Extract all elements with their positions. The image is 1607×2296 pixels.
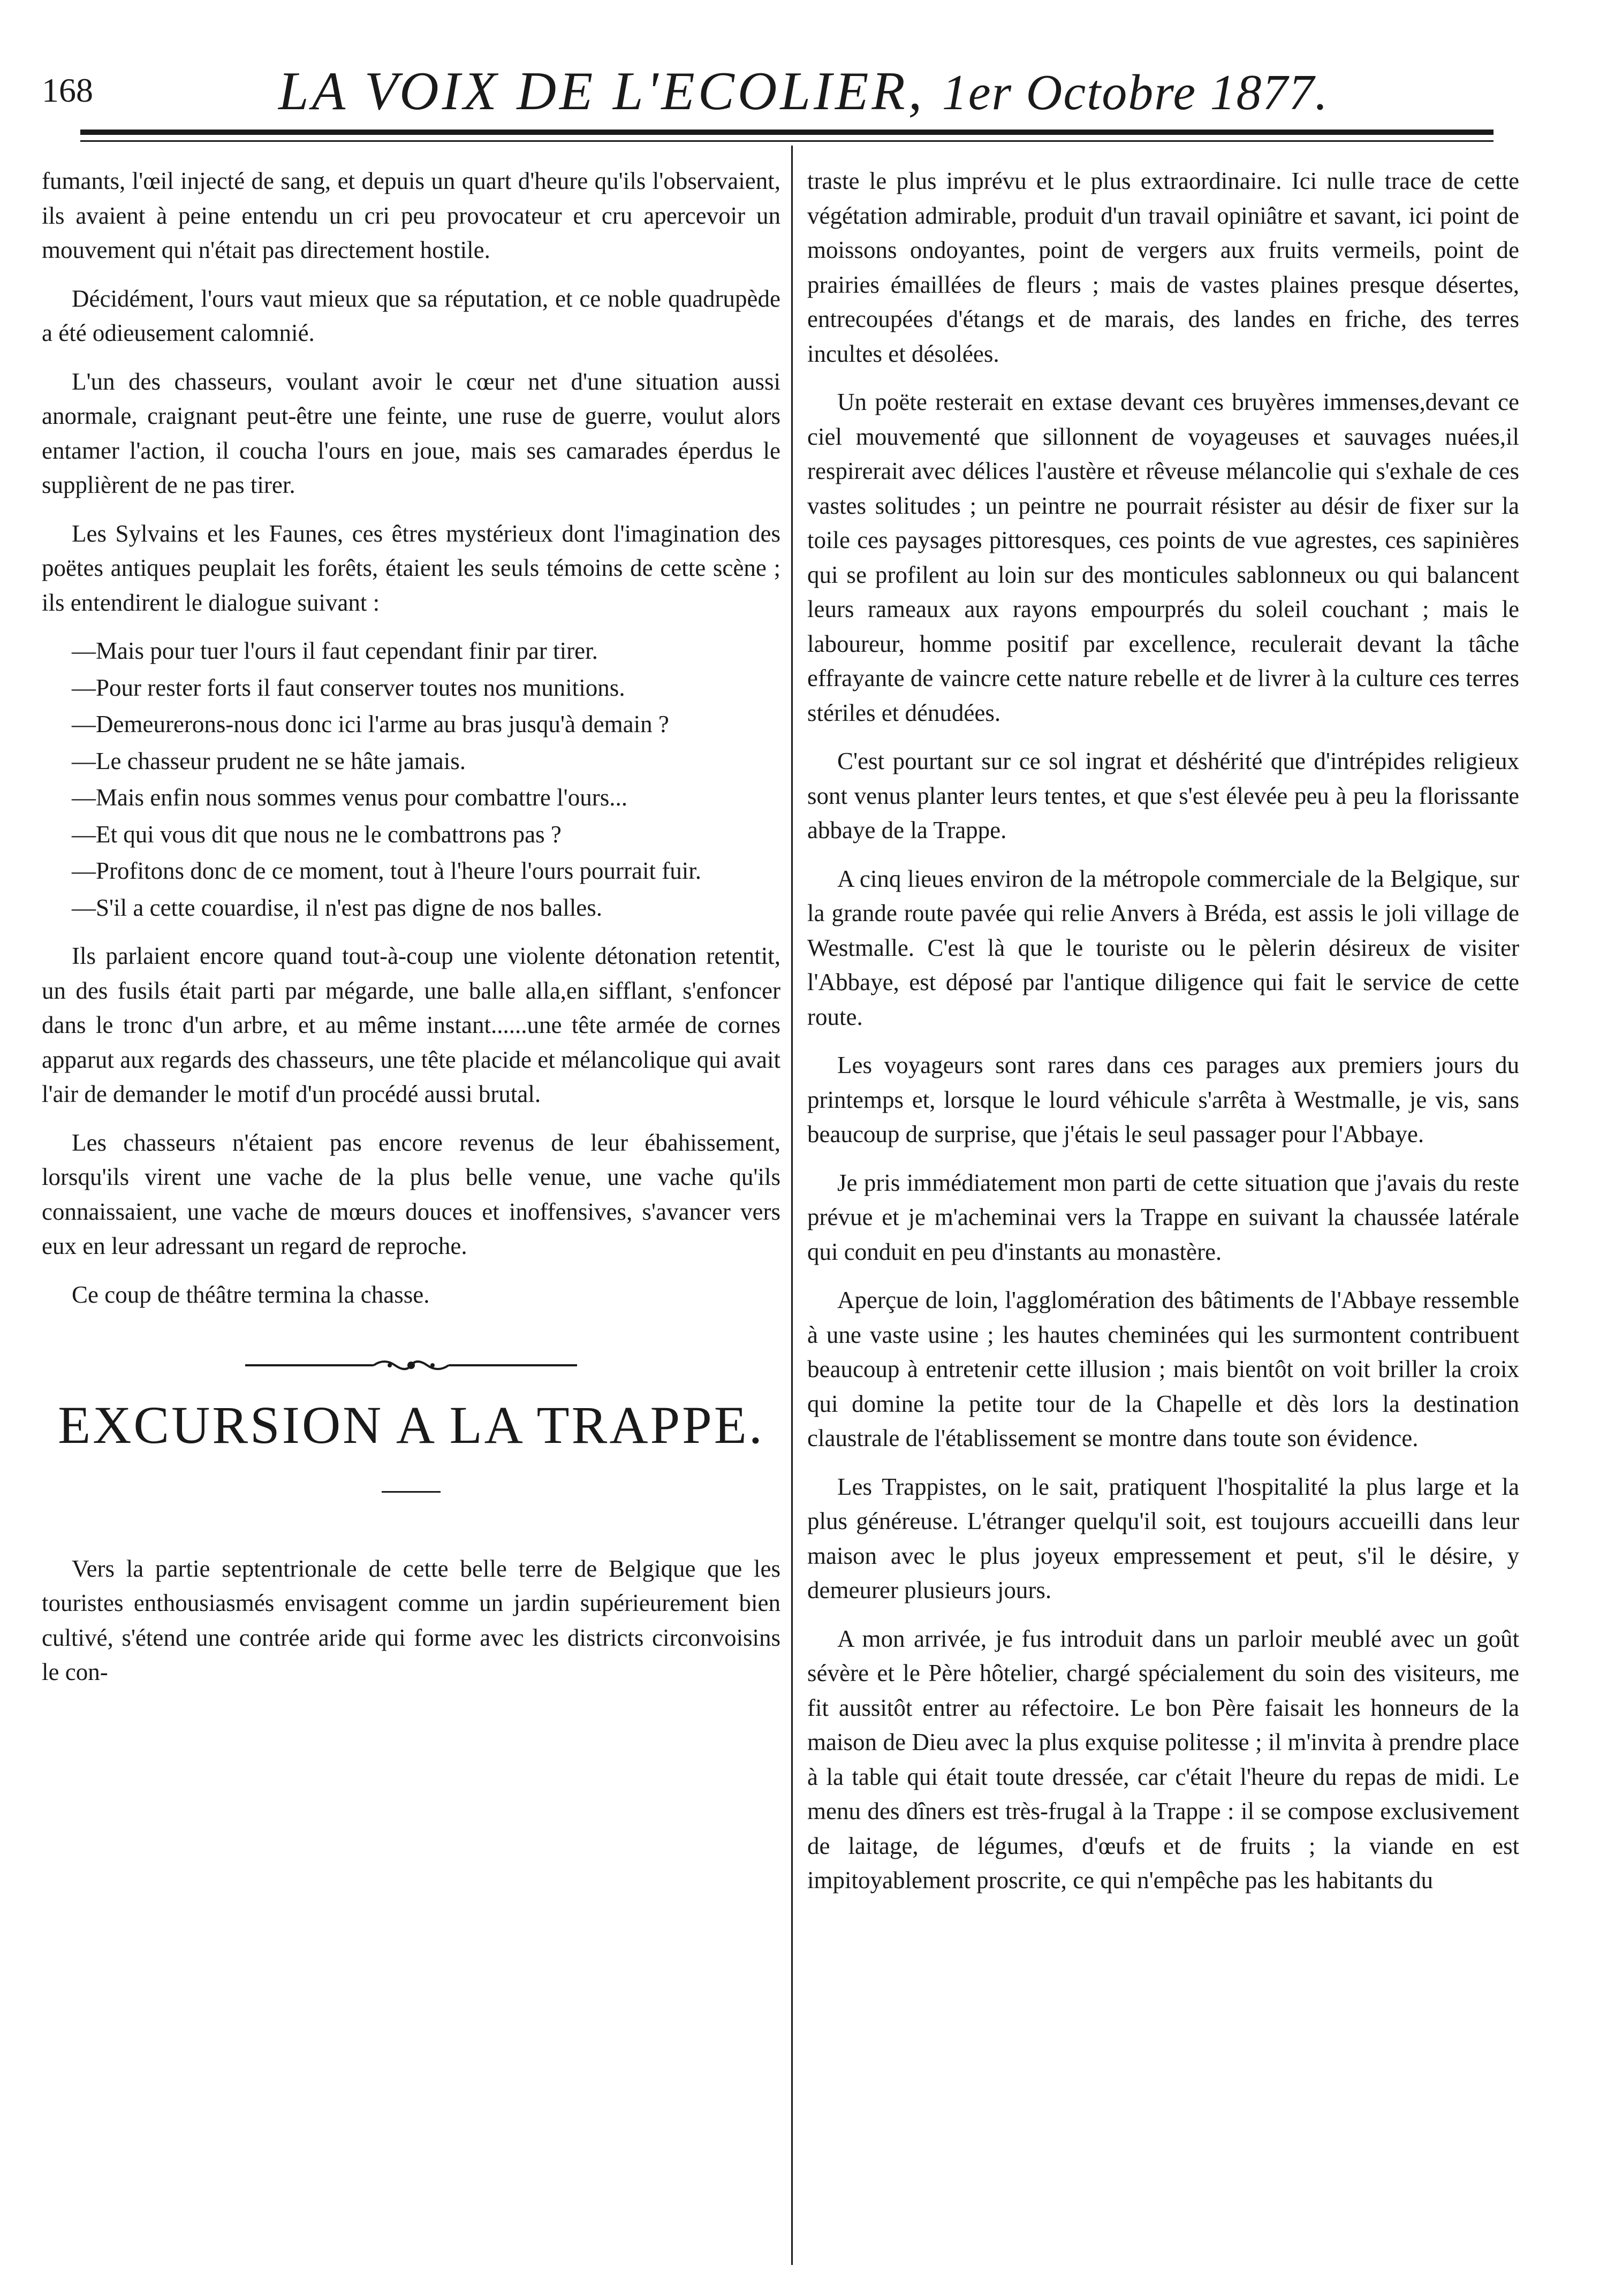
page-number: 168 [42,71,93,109]
paragraph: traste le plus imprévu et le plus extraordinaire. Ici nulle trace de cette végétation admirable, produit d'un travail opiniâtre et savant, ici point de moissons ondoyantes, point de vergers aux fruits vermeils, point de prairies émaillées de fleurs ; mais de vastes plaines presque désertes, entrecoupées d'étangs et de marais, des landes en friche, des terres incultes et désolées. [807,168,1519,367]
paragraph: Les Sylvains et les Faunes, ces êtres mystérieux dont l'imagination des poëtes antiques peuplait les forêts, étaient les seuls témoins de cette scène ; ils entendirent le dialogue suivant : [42,520,780,616]
dialogue-line: —Le chasseur prudent ne se hâte jamais. [72,747,466,774]
right-column [807,164,1519,1912]
paragraph: Les Trappistes, on le sait, pratiquent l'hospitalité la plus large et la plus généreuse. L'étranger quelqu'il soit, est toujours accueilli dans leur maison avec le plus joyeux empressement et peut, s'il le désire, y demeurer plusieurs jours. [807,1473,1519,1603]
section-title: EXCURSION A LA TRAPPE. [58,1395,764,1455]
masthead [278,60,1483,123]
dialogue-line: —Mais pour tuer l'ours il faut cependant finir par tirer. [72,637,598,664]
header-rule-thin [80,140,1494,142]
dialogue-line: —S'il a cette couardise, il n'est pas digne de nos balles. [72,894,602,921]
dialogue-line: —Et qui vous dit que nous ne le combattrons pas ? [72,820,562,848]
dialogue-line: —Profitons donc de ce moment, tout à l'heure l'ours pourrait fuir. [72,857,701,884]
paragraph: L'un des chasseurs, voulant avoir le cœur net d'une situation aussi anormale, craignant peut-être une feinte, une ruse de guerre, voulut alors entamer l'action, il coucha l'ours en joue, mais ses camarades éperdus le supplièrent de ne pas tirer. [42,368,780,498]
dialogue-line: —Pour rester forts il faut conserver toutes nos munitions. [72,674,625,701]
paragraph: Un poëte resterait en extase devant ces bruyères immenses,devant ce ciel mouvementé que sillonnent de voyageuses et sauvages nuées,il respirerait avec délices l'austère et rêveuse mélancolie qui s'exhale de ces vastes solitudes ; un peintre ne pourrait résister au désir de fixer sur la toile ces paysages pittoresques, ces points de vue agrestes, ces sapinières qui se profilent au loin sur des monticules sablonneux ou qui balancent leurs rameaux aux rayons empourprés du soleil couchant ; mais le laboureur, homme positif par excellence, reculerait devant la tâche effrayante de vaincre cette nature rebelle et de livrer à la culture ces terres stériles et dénudées. [807,389,1519,726]
paragraph: fumants, l'œil injecté de sang, et depuis un quart d'heure qu'ils l'observaient, ils avaient à peine entendu un cri peu provocateur et cru apercevoir un mouvement qui n'était pas directement hostile. [42,168,780,263]
paragraph: Ils parlaient encore quand tout-à-coup une violente détonation retentit, un des fusils était parti par mégarde, une balle alla,en sifflant, s'enfoncer dans le tronc d'un arbre, et au même instant......une tête armée de cornes apparut aux regards des chasseurs, une tête placide et mélancolique qui avait l'air de demander le motif d'un procédé aussi brutal. [42,942,780,1107]
paragraph: Les chasseurs n'étaient pas encore revenus de leur ébahissement, lorsqu'ils virent une vache de la plus belle venue, une vache qu'ils connaissaient, une vache de mœurs douces et inoffensives, s'avancer vers eux en leur adressant un regard de reproche. [42,1129,780,1259]
left-column [42,164,780,1704]
paragraph: Aperçue de loin, l'agglomération des bâtiments de l'Abbaye ressemble à une vaste usine ; les hautes cheminées qui les surmontent contribuent beaucoup à entretenir cette illusion ; mais bientôt on voit briller la croix qui domine la petite tour de la Chapelle et dès lors la destination claustrale de l'établissement se montre dans toute son évidence. [807,1287,1519,1451]
paragraph: Les voyageurs sont rares dans ces parages aux premiers jours du printemps et, lorsque le lourd véhicule s'arrêta à Westmalle, je vis, sans beaucoup de surprise, que j'étais le seul passager pour l'Abbaye. [807,1052,1519,1147]
masthead-title: LA VOIX DE L'ECOLIER, [278,61,926,121]
paragraph: A cinq lieues environ de la métropole commerciale de la Belgique, sur la grande route pavée qui relie Anvers à Bréda, est assis le joli village de Westmalle. C'est là que le touriste ou le pèlerin désireux de visiter l'Abbaye, est déposé par l'antique diligence qui fait le service de cette route. [807,865,1519,1030]
column-divider [791,146,793,2265]
header-rule-thick [80,130,1494,135]
masthead-date: 1er Octobre 1877. [942,65,1329,120]
dialogue-line: —Demeurerons-nous donc ici l'arme au bras jusqu'à demain ? [72,711,669,738]
paragraph: Ce coup de théâtre termina la chasse. [72,1281,430,1308]
section-title-rule [382,1491,441,1493]
paragraph: Vers la partie septentrionale de cette belle terre de Belgique que les touristes enthousiasmés envisagent comme un jardin supérieurement bien cultivé, s'étend une contrée aride qui forme avec les districts circonvoisins le con- [42,1555,780,1685]
paragraph: A mon arrivée, je fus introduit dans un parloir meublé avec un goût sévère et le Père hôtelier, chargé spécialement du soin des visiteurs, me fit aussitôt entrer au réfectoire. Le bon Père faisait les honneurs de la maison de Dieu avec la plus exquise politesse ; il m'invita à prendre place à la table qui était toute dressée, car c'était l'heure du repas de midi. Le menu des dîners est très-frugal à la Trappe : il se compose exclusivement de laitage, de légumes, d'œufs et de fruits ; la viande en est impitoyablement proscrite, ce qui n'empêche pas les habitants du [807,1625,1519,1894]
ornament-divider [245,1355,577,1376]
paragraph: C'est pourtant sur ce sol ingrat et déshérité que d'intrépides religieux sont venus planter leurs tentes, et que s'est élevée peu à peu la florissante abbaye de la Trappe. [807,748,1519,843]
dialogue-line: —Mais enfin nous sommes venus pour combattre l'ours... [72,784,627,811]
paragraph: Je pris immédiatement mon parti de cette situation que j'avais du reste prévue et je m'acheminai vers la Trappe en suivant la chaussée latérale qui conduit en peu d'instants au monastère. [807,1169,1519,1265]
paragraph: Décidément, l'ours vaut mieux que sa réputation, et ce noble quadrupède a été odieusement calomnié. [42,285,780,346]
